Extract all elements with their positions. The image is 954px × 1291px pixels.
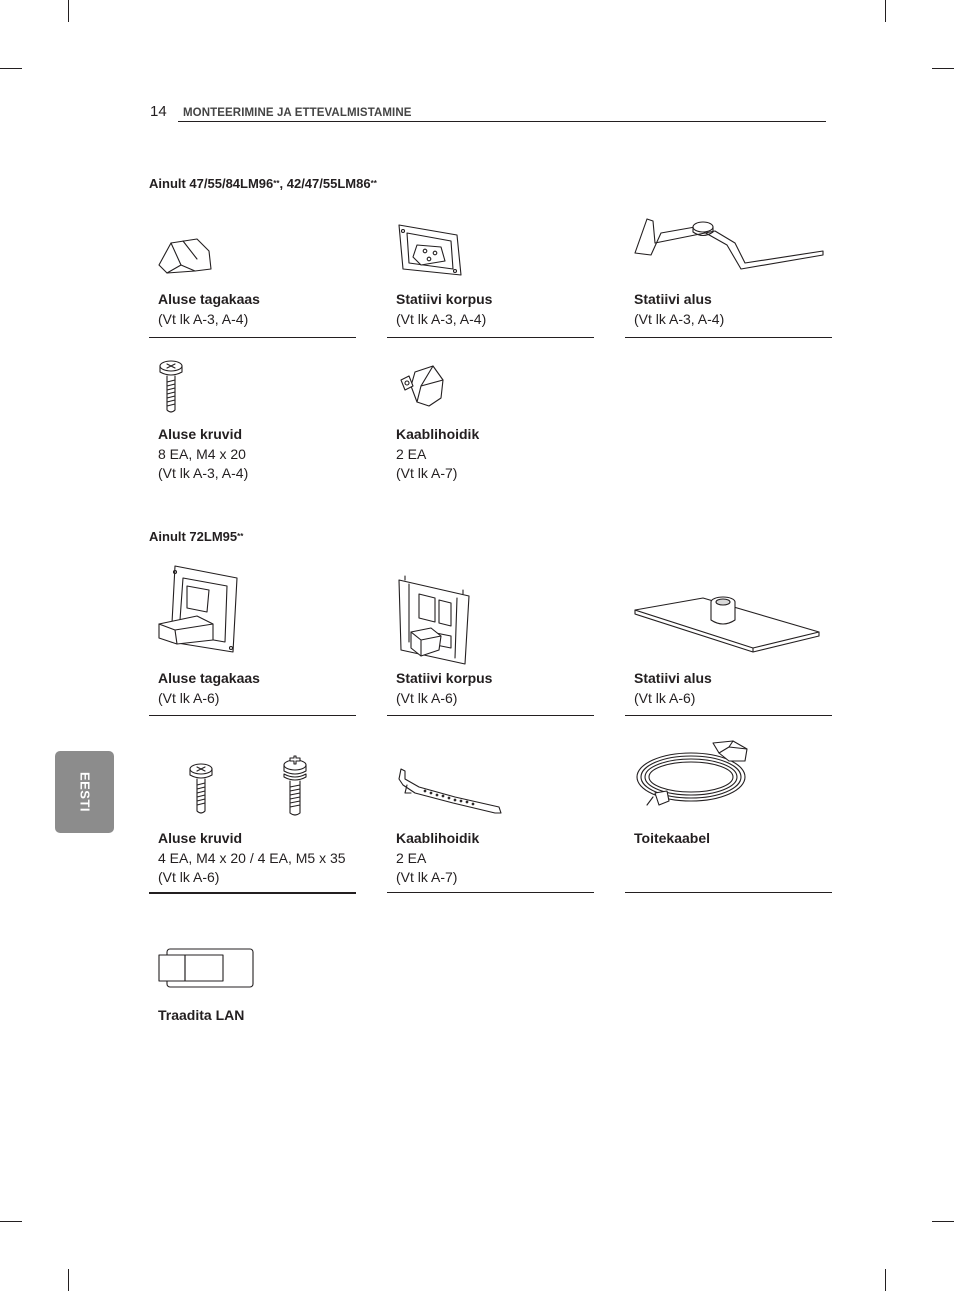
screw-icon <box>188 759 218 829</box>
item-divider <box>625 892 832 893</box>
item-divider <box>625 715 832 716</box>
header-rule <box>178 121 826 122</box>
heading-asterisks: ** <box>370 179 377 188</box>
item-detail: (Vt lk A-3, A-4) <box>158 310 249 327</box>
crop-mark <box>68 1269 69 1291</box>
item-detail: 2 EA <box>396 445 427 462</box>
item-divider <box>387 892 594 893</box>
item-detail: (Vt lk A-7) <box>396 465 458 481</box>
stand-body-icon <box>395 576 475 671</box>
item-detail: (Vt lk A-6) <box>158 689 220 706</box>
section-title: MONTEERIMINE JA ETTEVALMISTAMINE <box>183 107 412 119</box>
heading-text: Ainult 72LM95 <box>149 529 238 544</box>
heading-text: Ainult 47/55/84LM96 <box>149 176 274 191</box>
stand-back-cover-icon <box>157 564 237 654</box>
item-detail: (Vt lk A-6) <box>158 869 220 885</box>
item-name: Statiivi alus <box>634 291 712 307</box>
page-number: 14 <box>150 103 167 120</box>
stand-base-plate-icon <box>633 596 828 656</box>
screw-icon <box>282 755 312 825</box>
item-name: Toitekaabel <box>634 830 710 846</box>
crop-mark <box>885 0 886 22</box>
cable-tie-icon <box>395 765 510 815</box>
item-name: Statiivi alus <box>634 670 712 686</box>
item-name: Kaablihoidik <box>396 830 480 846</box>
item-divider <box>149 892 356 894</box>
item-name: Statiivi korpus <box>396 291 493 307</box>
screw-icon <box>158 356 188 418</box>
item-detail: 4 EA, M4 x 20 / 4 EA, M5 x 35 <box>158 849 346 866</box>
crop-mark <box>932 68 954 69</box>
item-name: Aluse kruvid <box>158 830 243 846</box>
heading-text: , 42/47/55LM86 <box>279 176 371 191</box>
item-name: Aluse tagakaas <box>158 670 260 686</box>
language-tab <box>55 751 114 833</box>
item-detail: (Vt lk A-3, A-4) <box>396 310 487 327</box>
heading-asterisks: ** <box>237 532 244 541</box>
item-detail: (Vt lk A-6) <box>634 689 696 706</box>
item-detail: 8 EA, M4 x 20 <box>158 445 246 462</box>
item-divider <box>149 715 356 716</box>
cable-holder-icon <box>395 362 455 424</box>
section1-heading <box>149 176 377 191</box>
crop-mark <box>932 1221 954 1222</box>
item-detail: 2 EA <box>396 849 427 866</box>
crop-mark <box>0 1221 22 1222</box>
item-detail: (Vt lk A-6) <box>396 689 458 706</box>
crop-mark <box>0 68 22 69</box>
item-detail: (Vt lk A-3, A-4) <box>158 465 249 481</box>
item-name: Aluse kruvid <box>158 426 243 442</box>
item-divider <box>387 337 594 338</box>
language-tab-label: EESTI <box>77 771 92 813</box>
heading-asterisks: ** <box>273 179 280 188</box>
item-divider <box>625 337 832 338</box>
crop-mark <box>68 0 69 22</box>
crop-mark <box>885 1269 886 1291</box>
item-divider <box>387 715 594 716</box>
item-name: Traadita LAN <box>158 1007 245 1023</box>
item-divider <box>149 337 356 338</box>
stand-base-icon <box>631 217 831 277</box>
item-detail: (Vt lk A-7) <box>396 869 458 885</box>
item-name: Aluse tagakaas <box>158 291 260 307</box>
stand-body-icon <box>395 223 465 283</box>
item-name: Statiivi korpus <box>396 670 493 686</box>
wireless-lan-dongle-icon <box>157 947 257 992</box>
item-name: Kaablihoidik <box>396 426 480 442</box>
section2-heading <box>149 529 243 544</box>
power-cable-icon <box>633 739 758 811</box>
item-detail: (Vt lk A-3, A-4) <box>634 310 725 327</box>
